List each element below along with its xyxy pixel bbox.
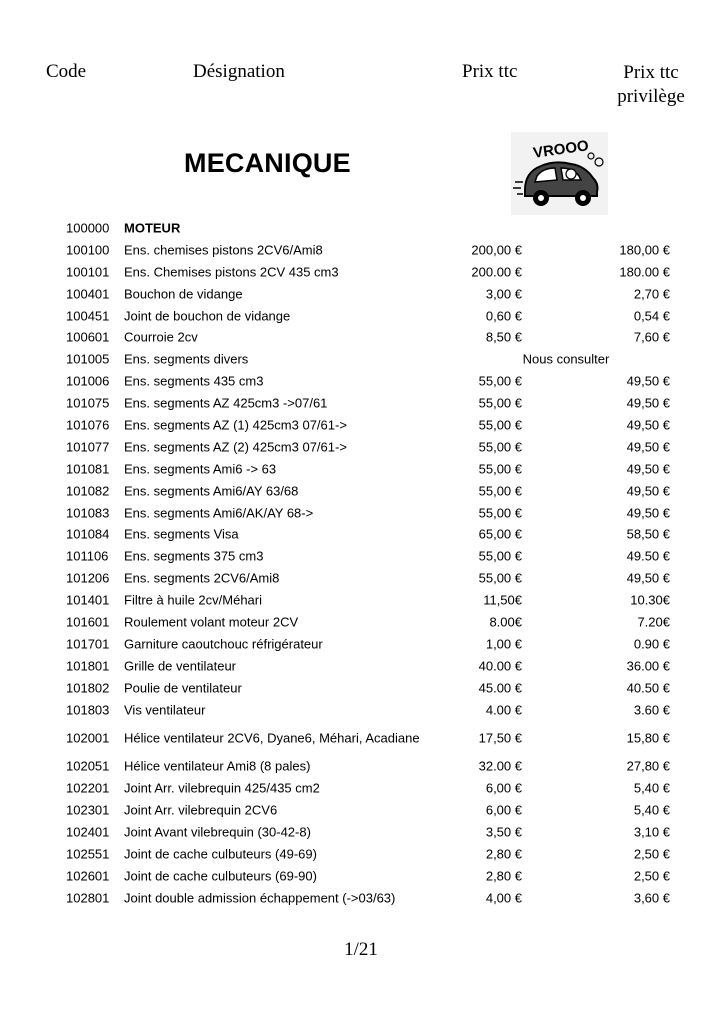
row-designation: Joint double admission échappement (->03/63) xyxy=(124,890,396,906)
table-row xyxy=(0,480,722,502)
row-code: 101081 xyxy=(66,461,110,477)
row-code: 100100 xyxy=(66,242,110,258)
table-row xyxy=(0,414,722,436)
row-code: 101601 xyxy=(66,614,110,630)
row-prix-privilege: 49,50 € xyxy=(626,570,670,586)
row-code: 101083 xyxy=(66,505,110,521)
table-row xyxy=(0,502,722,524)
row-code: 101006 xyxy=(66,373,110,389)
row-code: 102551 xyxy=(66,846,110,862)
row-code: 102301 xyxy=(66,802,110,818)
table-row xyxy=(0,217,722,239)
row-code: 100451 xyxy=(66,308,110,323)
row-code: 101077 xyxy=(66,439,110,455)
row-code: 101075 xyxy=(66,395,110,411)
row-designation: Ens. segments 435 cm3 xyxy=(124,373,264,389)
row-designation: Ens. segments divers xyxy=(124,351,249,367)
row-designation: Poulie de ventilateur xyxy=(124,680,242,696)
row-prix-privilege: 36.00 € xyxy=(626,658,670,674)
row-code: 100101 xyxy=(66,264,110,280)
row-designation: Ens. segments 375 cm3 xyxy=(124,548,264,564)
table-row xyxy=(0,305,722,327)
row-prix-privilege: 49,50 € xyxy=(626,395,670,411)
table-row xyxy=(0,887,722,909)
row-code: 101401 xyxy=(66,592,110,608)
row-prix-ttc: 65,00 € xyxy=(478,526,522,542)
row-code: 102201 xyxy=(66,780,110,796)
row-prix-privilege: 0,54 € xyxy=(633,308,670,323)
row-prix-ttc: 2,80 € xyxy=(485,846,522,862)
row-designation: Joint Arr. vilebrequin 425/435 cm2 xyxy=(124,780,320,796)
table-row xyxy=(0,821,722,843)
row-designation: Hélice ventilateur Ami8 (8 pales) xyxy=(124,758,311,774)
row-prix-ttc: 8,50 € xyxy=(485,329,522,345)
row-prix-ttc: 55,00 € xyxy=(478,417,522,433)
row-prix-privilege: 7,60 € xyxy=(633,329,670,345)
row-code: 101082 xyxy=(66,483,110,499)
row-designation: Bouchon de vidange xyxy=(124,286,243,302)
row-prix-ttc: 200.00 € xyxy=(471,264,522,280)
page-number: 1/21 xyxy=(344,939,378,960)
row-prix-ttc: 4.00 € xyxy=(485,702,522,718)
row-prix-ttc: 55,00 € xyxy=(478,483,522,499)
row-code: 102401 xyxy=(66,824,110,840)
row-prix-ttc: 0,60 € xyxy=(485,308,522,323)
row-code: 100401 xyxy=(66,286,110,302)
svg-text:VROOO: VROOO xyxy=(532,137,590,162)
row-designation: Joint de cache culbuteurs (49-69) xyxy=(124,846,317,862)
row-prix-privilege: 3,10 € xyxy=(633,824,670,840)
row-code: 100601 xyxy=(66,329,110,345)
row-prix-privilege: 49,50 € xyxy=(626,439,670,455)
row-prix-ttc: 2,80 € xyxy=(485,868,522,884)
row-designation: Joint Arr. vilebrequin 2CV6 xyxy=(124,802,278,818)
row-prix-privilege: 15,80 € xyxy=(626,730,670,746)
table-row xyxy=(0,799,722,821)
row-prix-privilege: 2,50 € xyxy=(633,846,670,862)
row-prix-privilege: 10.30€ xyxy=(630,592,670,608)
row-code: 101084 xyxy=(66,526,110,542)
table-row xyxy=(0,843,722,865)
row-code: 101076 xyxy=(66,417,110,433)
row-prix-privilege: 58,50 € xyxy=(626,526,670,542)
table-row xyxy=(0,589,722,611)
table-row xyxy=(0,655,722,677)
table-row xyxy=(0,699,722,721)
row-prix-ttc: 4,00 € xyxy=(485,890,522,906)
row-designation: Vis ventilateur xyxy=(124,702,206,718)
row-prix-privilege: 49,50 € xyxy=(626,373,670,389)
row-code: 101801 xyxy=(66,658,110,674)
row-code: 101802 xyxy=(66,680,110,696)
row-designation: Filtre à huile 2cv/Méhari xyxy=(124,592,262,608)
row-designation: Ens. chemises pistons 2CV6/Ami8 xyxy=(124,242,323,258)
table-row xyxy=(0,458,722,480)
row-prix-privilege: 49.50 € xyxy=(626,548,670,564)
row-designation: Ens. segments AZ (1) 425cm3 07/61-> xyxy=(124,417,347,433)
row-prix-privilege: 7.20€ xyxy=(637,614,670,630)
row-prix-ttc: 17,50 € xyxy=(478,730,522,746)
row-prix-privilege: 3,60 € xyxy=(633,890,670,906)
row-prix-ttc: 55,00 € xyxy=(478,570,522,586)
row-prix-ttc: 40.00 € xyxy=(478,658,522,674)
row-price-note: Nous consulter xyxy=(522,351,610,367)
table-row xyxy=(0,261,722,283)
row-designation: Joint Avant vilebrequin (30-42-8) xyxy=(124,824,311,840)
row-prix-privilege: 5,40 € xyxy=(633,802,670,818)
row-code: 101005 xyxy=(66,351,110,367)
table-row xyxy=(0,611,722,633)
table-row xyxy=(0,545,722,567)
table-row xyxy=(0,865,722,887)
row-prix-ttc: 6,00 € xyxy=(485,802,522,818)
row-designation: Ens. segments Ami6 -> 63 xyxy=(124,461,277,477)
row-prix-privilege: 40.50 € xyxy=(626,680,670,696)
column-header-prix-privilege-line1: Prix ttc xyxy=(623,62,679,83)
row-designation: Ens. segments Ami6/AY 63/68 xyxy=(124,483,299,499)
row-designation: MOTEUR xyxy=(124,220,181,236)
row-prix-privilege: 5,40 € xyxy=(633,780,670,796)
table-row xyxy=(0,392,722,414)
row-designation: Joint de bouchon de vidange xyxy=(124,308,291,323)
row-prix-ttc: 55,00 € xyxy=(478,395,522,411)
table-row xyxy=(0,755,722,777)
row-prix-privilege: 2,50 € xyxy=(633,868,670,884)
column-header-prix-privilege xyxy=(612,61,690,109)
row-prix-privilege: 0.90 € xyxy=(633,636,670,652)
column-header-code: Code xyxy=(46,61,87,82)
row-code: 102051 xyxy=(66,758,110,774)
row-prix-privilege: 49,50 € xyxy=(626,483,670,499)
row-designation: Ens. segments 2CV6/Ami8 xyxy=(124,570,280,586)
row-code: 101803 xyxy=(66,702,110,718)
table-row xyxy=(0,523,722,545)
row-designation: Courroie 2cv xyxy=(124,329,198,345)
row-code: 100000 xyxy=(66,220,110,236)
table-row xyxy=(0,436,722,458)
row-prix-privilege: 180.00 € xyxy=(619,264,670,280)
column-header-designation: Désignation xyxy=(193,61,285,82)
row-designation: Ens. segments AZ 425cm3 ->07/61 xyxy=(124,395,328,411)
row-designation: Roulement volant moteur 2CV xyxy=(124,614,299,630)
column-header-prix-ttc: Prix ttc xyxy=(462,61,518,82)
row-code: 102601 xyxy=(66,868,110,884)
row-prix-ttc: 200,00 € xyxy=(471,242,522,258)
row-prix-ttc: 55,00 € xyxy=(478,505,522,521)
table-row xyxy=(0,567,722,589)
row-prix-privilege: 49,50 € xyxy=(626,417,670,433)
row-code: 102001 xyxy=(66,730,110,746)
row-prix-ttc: 1,00 € xyxy=(485,636,522,652)
row-code: 101701 xyxy=(66,636,110,652)
row-prix-ttc: 55,00 € xyxy=(478,373,522,389)
row-designation: Hélice ventilateur 2CV6, Dyane6, Méhari, Acadiane xyxy=(124,730,420,746)
row-prix-ttc: 6,00 € xyxy=(485,780,522,796)
table-row xyxy=(0,777,722,799)
table-row xyxy=(0,370,722,392)
row-prix-privilege: 3.60 € xyxy=(633,702,670,718)
price-table xyxy=(0,217,722,909)
row-designation: Garniture caoutchouc réfrigérateur xyxy=(124,636,323,652)
row-designation: Ens. Chemises pistons 2CV 435 cm3 xyxy=(124,264,339,280)
section-title: MECANIQUE xyxy=(184,148,351,178)
table-row xyxy=(0,720,722,755)
table-row xyxy=(0,239,722,261)
row-prix-privilege: 180,00 € xyxy=(619,242,670,258)
row-prix-ttc: 55,00 € xyxy=(478,439,522,455)
column-header-prix-privilege-line2: privilège xyxy=(617,86,685,107)
row-designation: Ens. segments Ami6/AK/AY 68-> xyxy=(124,505,314,521)
row-designation: Joint de cache culbuteurs (69-90) xyxy=(124,868,317,884)
row-prix-ttc: 32.00 € xyxy=(478,758,522,774)
row-prix-ttc: 8.00€ xyxy=(489,614,522,630)
table-row xyxy=(0,677,722,699)
row-prix-ttc: 11,50€ xyxy=(483,592,522,608)
row-code: 101206 xyxy=(66,570,110,586)
row-code: 101106 xyxy=(66,548,109,564)
row-prix-ttc: 45.00 € xyxy=(478,680,522,696)
table-row xyxy=(0,283,722,305)
cartoon-car-logo xyxy=(511,132,608,215)
row-designation: Ens. segments Visa xyxy=(124,526,239,542)
row-prix-privilege: 2,70 € xyxy=(633,286,670,302)
row-prix-privilege: 27,80 € xyxy=(626,758,670,774)
row-designation: Grille de ventilateur xyxy=(124,658,236,674)
row-prix-ttc: 3,50 € xyxy=(485,824,522,840)
table-row xyxy=(0,348,722,370)
row-prix-privilege: 49,50 € xyxy=(626,505,670,521)
row-prix-ttc: 55,00 € xyxy=(478,461,522,477)
row-prix-privilege: 49,50 € xyxy=(626,461,670,477)
row-prix-ttc: 55,00 € xyxy=(478,548,522,564)
table-row xyxy=(0,633,722,655)
table-row xyxy=(0,326,722,348)
row-prix-ttc: 3,00 € xyxy=(485,286,522,302)
row-code: 102801 xyxy=(66,890,110,906)
row-designation: Ens. segments AZ (2) 425cm3 07/61-> xyxy=(124,439,347,455)
